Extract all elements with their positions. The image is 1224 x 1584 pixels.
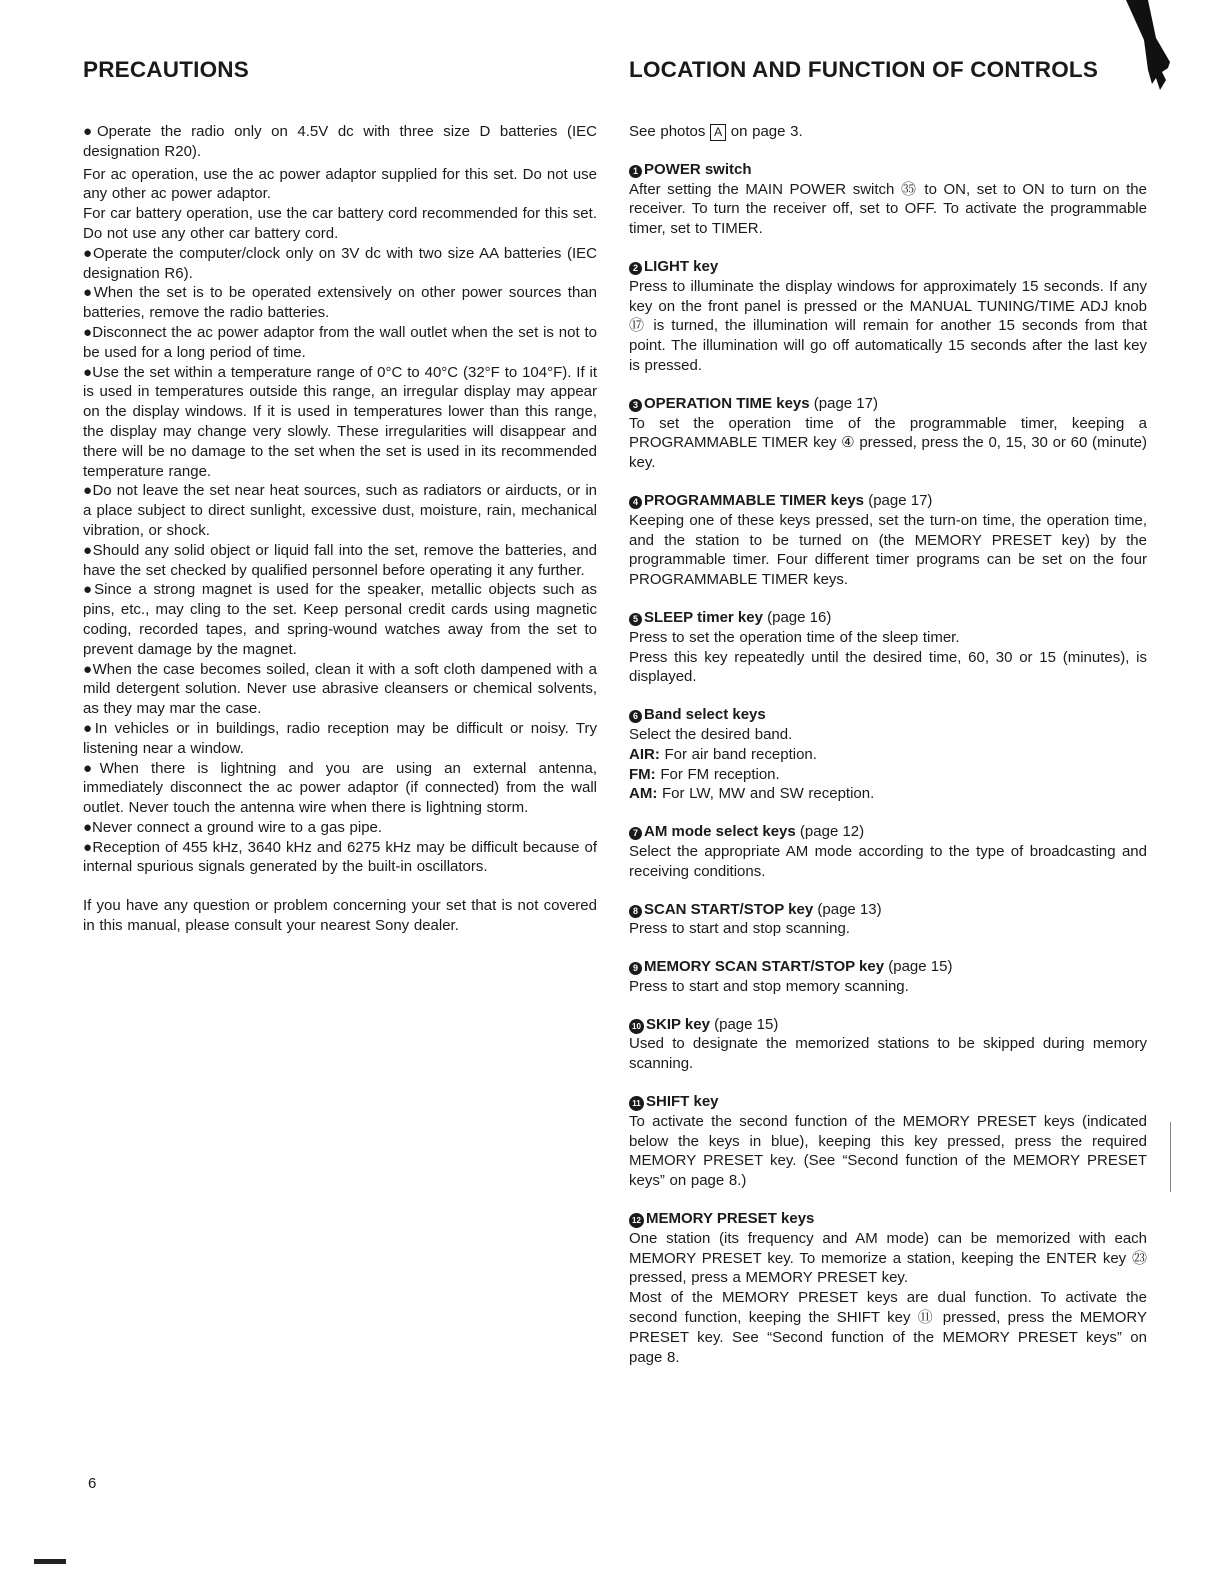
control-name: AM mode select keys — [644, 823, 796, 841]
control-entry — [629, 1209, 1147, 1367]
band-label: AM: — [629, 785, 658, 803]
control-name: POWER switch — [644, 160, 752, 178]
control-name: MEMORY SCAN START/STOP key — [644, 958, 885, 976]
precaution-paragraph: For car battery operation, use the car battery cord recommended for this set. Do not use any other car battery cord. — [83, 205, 597, 242]
page-reference: (page 17) — [813, 394, 878, 412]
control-name: OPERATION TIME keys — [644, 394, 810, 412]
control-description: Select the desired band. — [629, 725, 793, 743]
band-row — [629, 745, 1147, 765]
intro-text-end: on page 3. — [730, 123, 803, 140]
scan-mark — [34, 1559, 66, 1564]
precaution-paragraph: ●Reception of 455 kHz, 3640 kHz and 6275 kHz may be difficult because of internal spurious signals generated by the built-in oscillators. — [83, 838, 597, 876]
circled-number-icon: 6 — [629, 710, 642, 723]
control-entry-title — [629, 1209, 1147, 1229]
precaution-paragraph: ●Operate the radio only on 4.5V dc with three size D batteries (IEC designation R20). — [83, 123, 597, 160]
band-row — [629, 765, 1147, 785]
precaution-paragraph: ●Since a strong magnet is used for the speaker, metallic objects such as pins, etc., may cling to the set. Keep personal credit cards using magnetic coding, recorded tapes, and spring-wound watches away from the set to prevent damage by the magnet. — [83, 581, 597, 658]
precaution-paragraph: ●Should any solid object or liquid fall into the set, remove the batteries, and have the set checked by qualified personnel before operating it any further. — [83, 541, 597, 579]
control-name: SHIFT key — [646, 1093, 719, 1111]
control-entry-title — [629, 1092, 1147, 1112]
control-entry-title — [629, 1015, 1147, 1035]
page-reference: (page 17) — [868, 491, 933, 509]
circled-number-icon: 10 — [629, 1019, 644, 1034]
control-name: Band select keys — [644, 706, 766, 724]
circled-number-icon: 2 — [629, 262, 642, 275]
control-name: SCAN START/STOP key — [644, 900, 814, 918]
control-entry — [629, 957, 1147, 997]
circled-number-icon: 5 — [629, 613, 642, 626]
precautions-title: PRECAUTIONS — [83, 57, 249, 82]
precaution-paragraph: For ac operation, use the ac power adaptor supplied for this set. Do not use any other ac power adaptor. — [83, 165, 597, 203]
control-description: After setting the MAIN POWER switch ㉟ to ON, set to ON to turn on the receiver. To turn the receiver off, set to OFF. To activate the programmable timer, set to TIMER. — [629, 180, 1147, 238]
control-entry — [629, 1092, 1147, 1191]
precautions-section — [83, 56, 597, 936]
band-label: FM: — [629, 765, 656, 783]
intro-text: See photos — [629, 123, 706, 140]
photo-ref-box: A — [710, 124, 726, 141]
controls-list — [629, 160, 1147, 1368]
precaution-paragraph: ●Use the set within a temperature range of 0°C to 40°C (32°F to 104°F). If it is used in temperatures outside this range, an irregular display may appear on the display windows. If it is used in temperatures lower than this range, the display may change very slowly. These irregularities will disappear and there will be no damage to the set when the set is used in its recommended temperature range. — [83, 363, 597, 480]
control-entry — [629, 257, 1147, 376]
precaution-paragraph: ●Disconnect the ac power adaptor from the wall outlet when the set is not to be used for a long period of time. — [83, 323, 597, 361]
circled-number-icon: 4 — [629, 496, 642, 509]
control-entry-title — [629, 608, 1147, 628]
control-entry — [629, 608, 1147, 687]
control-entry-title — [629, 705, 1147, 725]
circled-number-icon: 9 — [629, 962, 642, 975]
control-description: Used to designate the memorized stations to be skipped during memory scanning. — [629, 1035, 1147, 1073]
control-entry-title — [629, 394, 1147, 414]
control-description: One station (its frequency and AM mode) can be memorized with each MEMORY PRESET key. To memorize a station, keeping the ENTER key ㉓ pressed, press a MEMORY PRESET key. Most of the MEMORY PRESET keys are dual function. To activate the second function, keeping the SHIFT key ⑪ pressed, press the MEMORY PRESET key. See “Second function of the MEMORY PRESET keys” on page 8. — [629, 1229, 1147, 1366]
control-description: To set the operation time of the programmable timer, keeping a PROGRAMMABLE TIMER key ④ pressed, press the 0, 15, 30 or 60 (minute) key. — [629, 414, 1147, 472]
circled-number-icon: 8 — [629, 905, 642, 918]
margin-rule — [1170, 1122, 1171, 1192]
page-reference: (page 12) — [799, 823, 865, 841]
page-number: 6 — [88, 1475, 97, 1492]
control-entry-title — [629, 160, 1147, 180]
controls-section — [629, 56, 1147, 1367]
band-description: For air band reception. — [664, 745, 817, 763]
control-name: PROGRAMMABLE TIMER keys — [644, 491, 865, 509]
circled-number-icon: 7 — [629, 827, 642, 840]
closing-note: If you have any question or problem concerning your set that is not covered in this manual, please consult your nearest Sony dealer. — [83, 897, 597, 935]
control-name: SKIP key — [646, 1015, 710, 1033]
page-reference: (page 13) — [817, 900, 882, 918]
circled-number-icon: 3 — [629, 399, 642, 412]
circled-number-icon: 11 — [629, 1096, 644, 1111]
precaution-paragraph: ●Operate the computer/clock only on 3V dc with two size AA batteries (IEC designation R6). — [83, 244, 597, 282]
control-entry — [629, 900, 1147, 940]
band-row — [629, 784, 1147, 804]
band-description: For LW, MW and SW reception. — [662, 785, 875, 803]
control-entry — [629, 160, 1147, 239]
page-reference: (page 15) — [888, 958, 953, 976]
control-entry — [629, 1015, 1147, 1074]
precaution-paragraph: ●Never connect a ground wire to a gas pipe. — [83, 818, 383, 836]
precaution-paragraph: ●When the case becomes soiled, clean it with a soft cloth dampened with a mild detergent solution. Never use abrasive cleansers or chemical solvents, as they may mar the case. — [83, 660, 597, 718]
control-name: MEMORY PRESET keys — [646, 1210, 815, 1228]
band-description: For FM reception. — [660, 765, 780, 783]
control-entry-title — [629, 491, 1147, 511]
control-entry-title — [629, 257, 1147, 277]
circled-number-icon: 12 — [629, 1213, 644, 1228]
control-entry-title — [629, 957, 1147, 977]
control-name: SLEEP timer key — [644, 608, 763, 626]
control-description: Press to illuminate the display windows for approximately 15 seconds. If any key on the front panel is pressed or the MANUAL TUNING/TIME ADJ knob ⑰ is turned, the illumination will remain for another 15 seconds from that point. The illumination will go off automatically 15 seconds after the last key is pressed. — [629, 277, 1147, 374]
control-description: Press to start and stop scanning. — [629, 920, 850, 938]
control-name: LIGHT key — [644, 257, 719, 275]
control-entry-title — [629, 900, 1147, 920]
control-description: Press to start and stop memory scanning. — [629, 977, 909, 995]
control-entry — [629, 705, 1147, 804]
precaution-paragraph: ●When the set is to be operated extensively on other power sources than batteries, remove the radio batteries. — [83, 284, 597, 322]
control-entry — [629, 394, 1147, 473]
band-label: AIR: — [629, 745, 660, 763]
controls-title: LOCATION AND FUNCTION OF CONTROLS — [629, 57, 1099, 82]
control-entry-title — [629, 822, 1147, 842]
controls-intro — [629, 122, 1147, 142]
precaution-paragraph: ●When there is lightning and you are using an external antenna, immediately disconnect the ac power adaptor (if connected) from the wall outlet. Never touch the antenna wire when there is lightning storm. — [83, 759, 597, 817]
page-reference: (page 16) — [767, 608, 832, 626]
control-description: Select the appropriate AM mode according to the type of broadcasting and receiving conditions. — [629, 842, 1147, 880]
page-reference: (page 15) — [714, 1015, 779, 1033]
control-description: Keeping one of these keys pressed, set the turn-on time, the operation time, and the station to be turned on (the MEMORY PRESET key) by the programmable timer. Four different timer programs can be set on the four PROGRAMMABLE TIMER keys. — [629, 511, 1147, 589]
control-entry — [629, 822, 1147, 881]
control-entry — [629, 491, 1147, 590]
precaution-paragraph: ●In vehicles or in buildings, radio reception may be difficult or noisy. Try listening near a window. — [83, 719, 597, 757]
control-description: Press to set the operation time of the sleep timer. Press this key repeatedly until the desired time, 60, 30 or 15 (minutes), is displayed. — [629, 628, 1147, 686]
circled-number-icon: 1 — [629, 165, 642, 178]
control-description: To activate the second function of the MEMORY PRESET keys (indicated below the keys in blue), keeping this key pressed, press the required MEMORY PRESET key. (See “Second function of the MEMORY PRESET keys” on page 8.) — [629, 1112, 1147, 1190]
precaution-paragraph: ●Do not leave the set near heat sources, such as radiators or airducts, or in a place subject to direct sunlight, excessive dust, moisture, rain, mechanical vibration, or shock. — [83, 482, 597, 539]
